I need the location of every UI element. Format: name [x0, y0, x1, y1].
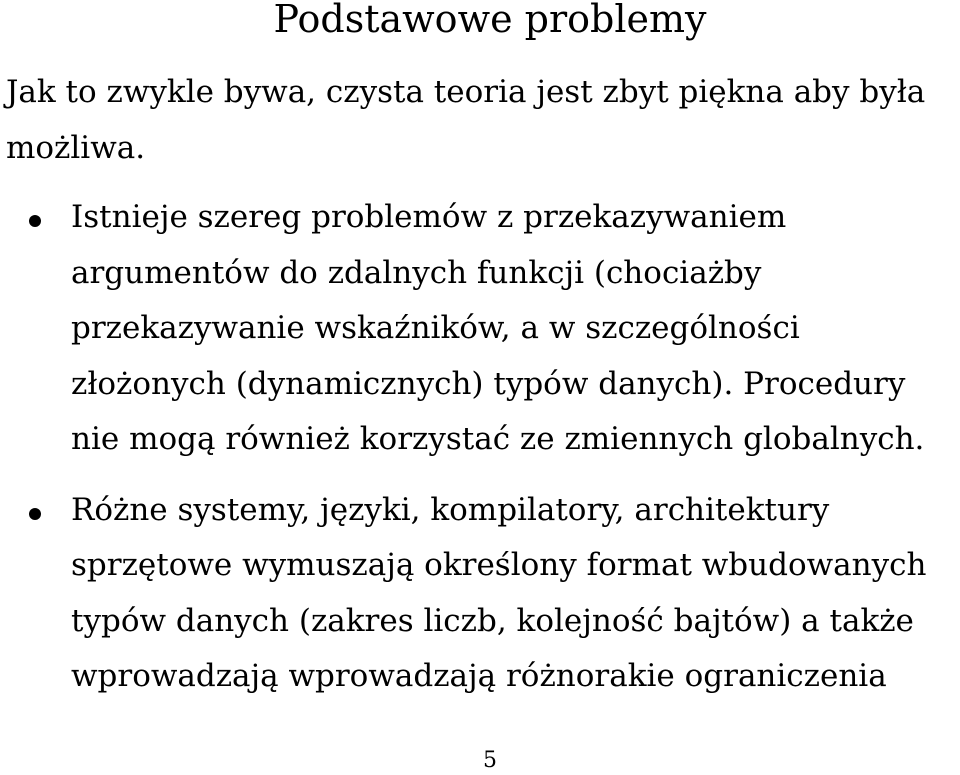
page-number: 5 [483, 748, 497, 773]
bullet-text: Różne systemy, języki, kompilatory, architektury sprzętowe wymuszają określony format wbudowanych typów danych (zakres liczb, kolejność bajtów) a także wprowadzają wprowadzają różnorakie ograniczenia [71, 491, 927, 694]
bullet-list [0, 190, 960, 720]
intro-paragraph: Jak to zwykle bywa, czysta teoria jest zbyt piękna aby była możliwa. [6, 74, 926, 166]
bullet-dot-icon [29, 508, 41, 520]
bullet-dot-icon [29, 215, 41, 227]
bullet-text: Istnieje szereg problemów z przekazywaniem argumentów do zdalnych funkcji (chociażby przekazywanie wskaźników, a w szczególności złożonych (dynamicznych) typów danych). Procedury nie mogą również korzystać ze zmiennych globalnych. [71, 199, 925, 457]
bullet-item [0, 190, 956, 468]
slide-title: Podstawowe problemy [273, 0, 707, 41]
bullet-item [0, 483, 956, 705]
